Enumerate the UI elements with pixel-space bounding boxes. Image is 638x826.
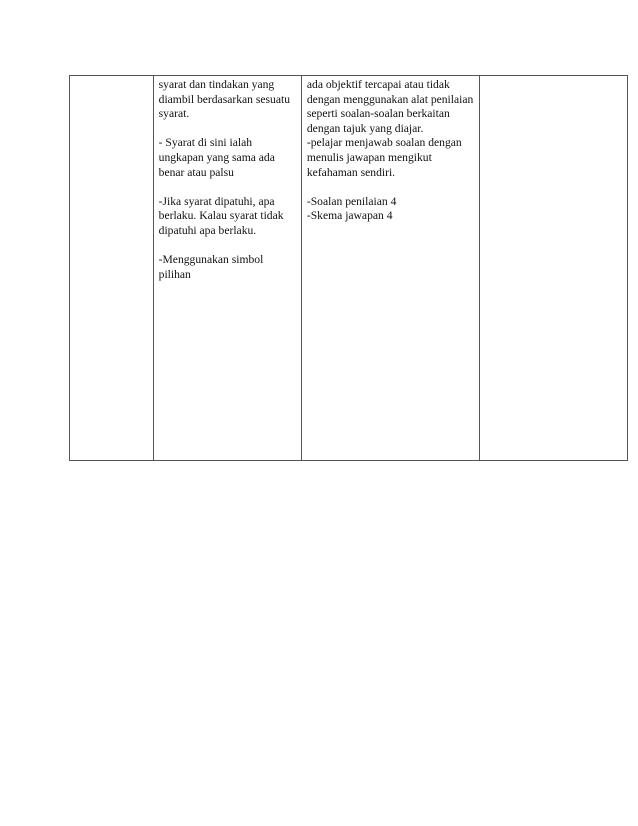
- cell-paragraph: -Menggunakan simbol pilihan: [158, 253, 264, 281]
- table-cell-empty-last: [479, 76, 627, 461]
- cell-paragraph: -Jika syarat dipatuhi, apa berlaku. Kalau syarat tidak dipatuhi apa berlaku.: [158, 194, 284, 237]
- cell-paragraph: -Skema jawapan 4: [306, 209, 393, 223]
- cell-paragraph: ada objektif tercapai atau tidak dengan menggunakan alat penilaian seperti soalan-soalan berkaitan dengan tajuk yang diajar.: [306, 78, 474, 135]
- cell-paragraph: -pelajar menjawab soalan dengan menulis jawapan mengikut kefahaman sendiri.: [306, 136, 462, 179]
- table-cell-empty-first: [70, 76, 154, 461]
- table-cell-assessment-notes: [301, 76, 479, 461]
- lesson-plan-table: [69, 75, 628, 461]
- cell-paragraph: - Syarat di sini ialah ungkapan yang sama ada benar atau palsu: [158, 136, 275, 179]
- table-row: [70, 76, 628, 461]
- table-cell-condition-notes: [153, 76, 301, 461]
- cell-paragraph: syarat dan tindakan yang diambil berdasarkan sesuatu syarat.: [158, 78, 290, 121]
- cell-paragraph: -Soalan penilaian 4: [306, 194, 397, 208]
